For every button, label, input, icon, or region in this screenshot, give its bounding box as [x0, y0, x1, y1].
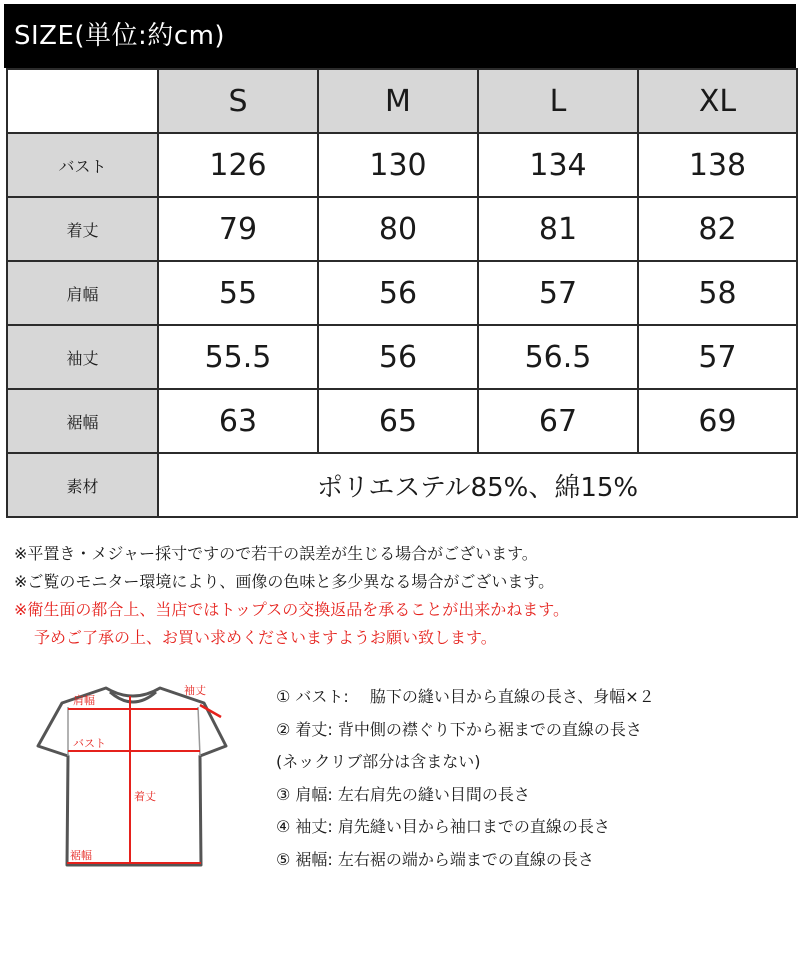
row-label-hem: 裾幅	[7, 389, 158, 453]
value-bust-xl: 138	[638, 133, 797, 197]
label-bust: バスト	[73, 737, 106, 750]
desc-shoulder: ③ 肩幅: 左右肩先の縫い目間の長さ	[276, 784, 530, 804]
row-label-bust: バスト	[7, 133, 158, 197]
value-length-l: 81	[478, 197, 638, 261]
row-label-shoulder: 肩幅	[7, 261, 158, 325]
measurement-descriptions	[276, 681, 786, 876]
value-shoulder-s: 55	[158, 261, 318, 325]
desc-length: ② 着丈: 背中側の襟ぐり下から裾までの直線の長さ	[276, 719, 642, 739]
value-hem-m: 65	[318, 389, 478, 453]
size-table	[6, 68, 798, 518]
value-hem-l: 67	[478, 389, 638, 453]
size-header-m: M	[318, 69, 478, 133]
note-monitor: ※ご覧のモニター環境により、画像の色味と多少異なる場合がございます。	[14, 572, 555, 591]
row-label-length: 着丈	[7, 197, 158, 261]
desc-hem: ⑤ 裾幅: 左右裾の端から端までの直線の長さ	[276, 849, 594, 869]
label-sleeve: 袖丈	[184, 684, 206, 697]
material-value: ポリエステル85%、綿15%	[158, 453, 797, 517]
value-shoulder-l: 57	[478, 261, 638, 325]
desc-length-note: (ネックリブ部分は含まない)	[276, 752, 481, 771]
table-row-hem	[7, 389, 797, 453]
value-bust-l: 134	[478, 133, 638, 197]
desc-bust: ① バスト: 脇下の縫い目から直線の長さ、身幅×２	[276, 687, 655, 706]
value-bust-s: 126	[158, 133, 318, 197]
table-row-bust	[7, 133, 797, 197]
value-hem-s: 63	[158, 389, 318, 453]
size-header-xl: XL	[638, 69, 797, 133]
tshirt-measurement-diagram	[18, 676, 248, 881]
value-length-xl: 82	[638, 197, 797, 261]
size-table-title: SIZE(単位:約cm)	[4, 4, 796, 68]
value-sleeve-xl: 57	[638, 325, 797, 389]
size-header-l: L	[478, 69, 638, 133]
table-row-sleeve	[7, 325, 797, 389]
value-sleeve-s: 55.5	[158, 325, 318, 389]
note-measurement: ※平置き・メジャー採寸ですので若干の誤差が生じる場合がございます。	[14, 544, 538, 563]
label-hem: 裾幅	[70, 849, 92, 862]
size-header-s: S	[158, 69, 318, 133]
value-hem-xl: 69	[638, 389, 797, 453]
note-please-understand: 予めご了承の上、お買い求めくださいますようお願い致します。	[34, 628, 497, 647]
value-length-m: 80	[318, 197, 478, 261]
label-length: 着丈	[134, 790, 156, 803]
label-shoulder: 肩幅	[73, 694, 95, 707]
notes-section	[14, 540, 794, 652]
table-row-shoulder	[7, 261, 797, 325]
value-sleeve-m: 56	[318, 325, 478, 389]
size-header-row	[7, 69, 797, 133]
table-row-material	[7, 453, 797, 517]
value-bust-m: 130	[318, 133, 478, 197]
value-shoulder-xl: 58	[638, 261, 797, 325]
row-label-sleeve: 袖丈	[7, 325, 158, 389]
value-sleeve-l: 56.5	[478, 325, 638, 389]
row-label-material: 素材	[7, 453, 158, 517]
corner-cell	[7, 69, 158, 133]
desc-sleeve: ④ 袖丈: 肩先縫い目から袖口までの直線の長さ	[276, 817, 610, 836]
table-row-length	[7, 197, 797, 261]
value-length-s: 79	[158, 197, 318, 261]
note-no-returns: ※衛生面の都合上、当店ではトップスの交換返品を承ることが出来かねます。	[14, 600, 570, 619]
value-shoulder-m: 56	[318, 261, 478, 325]
